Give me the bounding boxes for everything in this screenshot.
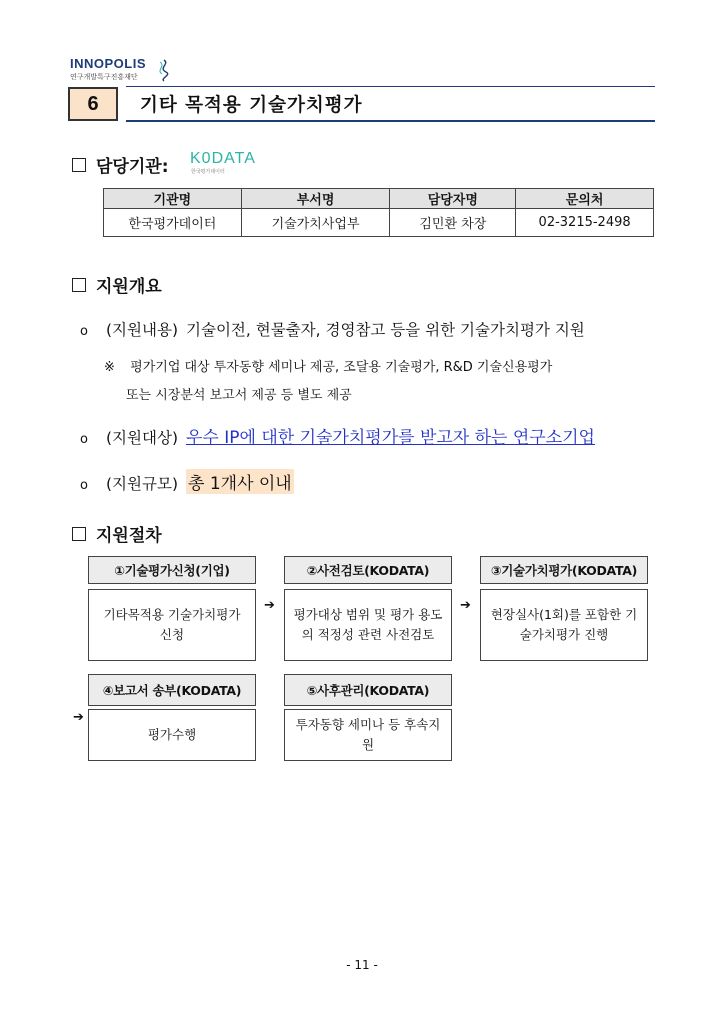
step-title: ①기술평가신청(기업) xyxy=(88,556,256,584)
support-target-bullet xyxy=(80,423,595,448)
table-header-cell: 담당자명 xyxy=(390,189,516,209)
step-body: 기타목적용 기술가치평가 신청 xyxy=(88,589,256,661)
note-line-1 xyxy=(104,356,552,375)
agency-heading-text: 담당기관: xyxy=(96,157,169,177)
support-content-text: 기술이전, 현물출자, 경영참고 등을 위한 기술가치평가 지원 xyxy=(186,321,585,339)
support-target-label: (지원대상) xyxy=(106,429,178,447)
step-body: 평가수행 xyxy=(88,709,256,761)
table-cell: 02-3215-2498 xyxy=(516,209,654,237)
support-target-text: 우수 IP에 대한 기술가치평가를 받고자 하는 연구소기업 xyxy=(186,428,595,448)
step-body: 투자동향 세미나 등 후속지원 xyxy=(284,709,452,761)
process-step-2 xyxy=(284,556,452,661)
table-header-cell: 부서명 xyxy=(241,189,390,209)
section-title: 기타 목적용 기술가치평가 xyxy=(140,95,363,116)
step-body: 평가대상 범위 및 평가 용도의 적정성 관련 사전검토 xyxy=(284,589,452,661)
agency-heading xyxy=(72,152,169,177)
kodata-logo xyxy=(190,150,280,180)
contact-table xyxy=(103,188,654,237)
logo-name: INNOPOLIS xyxy=(70,56,147,71)
table-header-row xyxy=(104,189,654,209)
step-body: 현장실사(1회)를 포함한 기술가치평가 진행 xyxy=(480,589,648,661)
logo-subtitle: 연구개발특구진흥재단 xyxy=(70,73,138,81)
innopolis-mark-icon xyxy=(154,58,174,82)
bullet-circle-icon: o xyxy=(80,478,88,493)
kodata-logo-name: K0DATA xyxy=(190,150,256,167)
overview-heading xyxy=(72,272,162,297)
process-step-5 xyxy=(284,674,452,761)
table-header-cell: 기관명 xyxy=(104,189,242,209)
step-title: ②사전검토(KODATA) xyxy=(284,556,452,584)
bullet-circle-icon: o xyxy=(80,432,88,447)
procedure-heading-text: 지원절차 xyxy=(96,526,162,546)
arrow-right-icon: ➔ xyxy=(460,598,471,613)
step-title: ⑤사후관리(KODATA) xyxy=(284,674,452,706)
table-cell: 한국평가데이터 xyxy=(104,209,242,237)
kodata-logo-subtitle: 한국평가데이터 xyxy=(191,169,225,175)
support-content-label: (지원내용) xyxy=(106,321,178,339)
overview-heading-text: 지원개요 xyxy=(96,277,162,297)
process-step-3 xyxy=(480,556,648,661)
table-row xyxy=(104,209,654,237)
checkbox-square-icon xyxy=(72,278,86,292)
process-step-1 xyxy=(88,556,256,661)
table-cell: 기술가치사업부 xyxy=(241,209,390,237)
page-number: - 11 - xyxy=(346,958,378,972)
bullet-circle-icon: o xyxy=(80,324,88,339)
step-title: ④보고서 송부(KODATA) xyxy=(88,674,256,706)
note-text-2: 또는 시장분석 보고서 제공 등 별도 제공 xyxy=(126,388,352,403)
support-scale-text: 총 1개사 이내 xyxy=(186,469,294,494)
section-bottom-rule xyxy=(126,120,655,122)
note-text-1: 평가기업 대상 투자동향 세미나 제공, 조달용 기술평가, R&D 기술신용평가 xyxy=(130,360,553,375)
table-header-cell: 문의처 xyxy=(516,189,654,209)
support-scale-label: (지원규모) xyxy=(106,475,178,493)
checkbox-square-icon xyxy=(72,527,86,541)
arrow-right-icon: ➔ xyxy=(73,710,84,725)
support-content-bullet xyxy=(80,318,585,340)
step-title: ③기술가치평가(KODATA) xyxy=(480,556,648,584)
innopolis-logo xyxy=(70,56,180,86)
reference-mark-icon: ※ xyxy=(104,360,115,375)
table-cell: 김민환 차장 xyxy=(390,209,516,237)
process-step-4 xyxy=(88,674,256,761)
section-number: 6 xyxy=(68,87,118,121)
arrow-right-icon: ➔ xyxy=(264,598,275,613)
section-top-rule xyxy=(126,86,655,87)
support-scale-bullet xyxy=(80,469,294,494)
procedure-heading xyxy=(72,521,162,546)
checkbox-square-icon xyxy=(72,158,86,172)
